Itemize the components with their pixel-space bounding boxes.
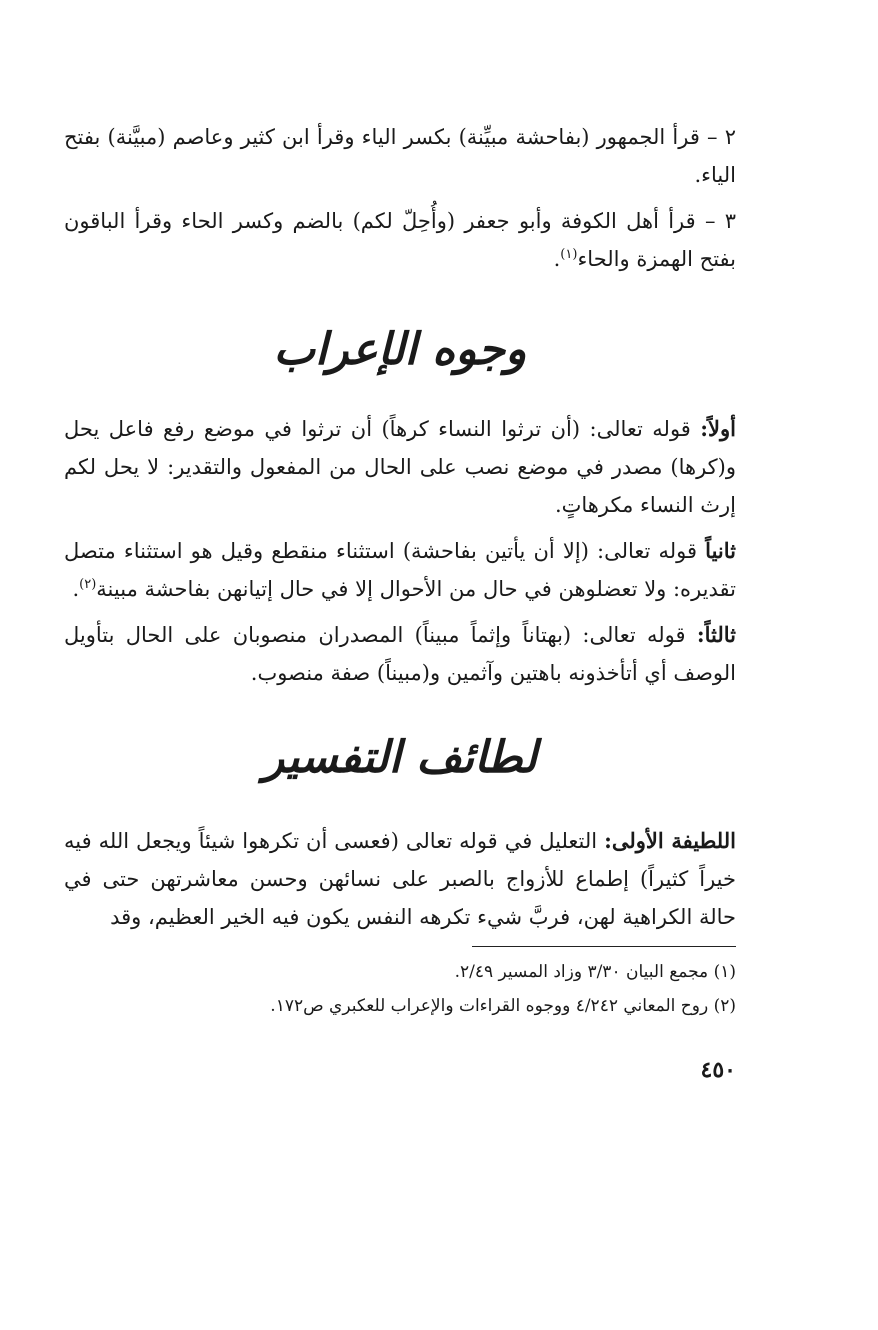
footnote-divider (472, 946, 736, 947)
latifa-first (64, 822, 736, 936)
section-heading-irab: وجوه الإعراب (273, 324, 527, 375)
reading-3-end: . (553, 247, 561, 271)
irab-third-text: قوله تعالى: (بهتاناً وإثماً مبيناً) المصدران منصوبان على الحال بتأويل الوصف أي أتأخذونه باهتين وآثمين و(مبيناً) صفة منصوب. (64, 623, 736, 685)
irab-second-label: ثانياً (705, 538, 736, 563)
irab-third (64, 616, 736, 692)
irab-second: ثانياً قوله تعالى: (إلا أن يأتين بفاحشة) استثناء منقطع وقيل هو استثناء متصل تقديره: ولا تعضلوهن في حال من الأحوال إلا في حال إتيانهن بفاحشة مبينة$^{(٢)}$. (64, 538, 736, 601)
irab-third-label: ثالثاً: (696, 622, 736, 647)
irab-first (64, 410, 736, 524)
irab-second-text: قوله تعالى: (إلا أن يأتين بفاحشة) استثناء منقطع وقيل هو استثناء متصل تقديره: ولا تعضلوهن في حال من الأحوال إلا في حال إتيانهن بفاحشة مبينة (64, 539, 736, 601)
section-heading-lataif: لطائف التفسير (263, 732, 537, 783)
page-number: ٤٥٠ (700, 1057, 736, 1083)
footnote-1: (١) مجمع البيان ٣/٣٠ وزاد المسير ٢/٤٩. (454, 962, 736, 982)
irab-first-label: أولاً: (700, 416, 736, 441)
footnote-2: (٢) روح المعاني ٤/٢٤٢ ووجوه القراءات والإعراب للعكبري ص١٧٢. (270, 996, 736, 1016)
reading-2: ٢ – قرأ الجمهور (بفاحشة مبيِّنة) بكسر الياء وقرأ ابن كثير وعاصم (مبيَّنة) بفتح الياء. (64, 125, 736, 187)
latifa-first-label: اللطيفة الأولى: (604, 828, 736, 853)
reading-3 (64, 202, 736, 278)
page-body (64, 118, 736, 1083)
latifa-first-text: التعليل في قوله تعالى (فعسى أن تكرهوا شيئاً ويجعل الله فيه خيراً كثيراً) إطماع للأزواج بالصبر على نسائهن وحسن معاشرتهن حتى في حالة الكراهية لهن، فربَّ شيء تكرهه النفس يكون فيه الخير العظيم، وقد (64, 829, 736, 929)
reading-3-text: ٣ – قرأ أهل الكوفة وأبو جعفر (وأُحِلّ لكم) بالضم وكسر الحاء وقرأ الباقون بفتح الهمزة والحاء (64, 209, 736, 271)
irab-first-text: قوله تعالى: (أن ترثوا النساء كرهاً) أن ترثوا في موضع رفع فاعل يحل و(كرها) مصدر في موضع نصب على الحال من المفعول والتقدير: لا يحل لكم إرث النساء مكرهاتٍ. (64, 417, 736, 517)
footnote-ref-1: (١) (560, 247, 578, 262)
footnote-ref-2: (٢) (79, 577, 97, 592)
